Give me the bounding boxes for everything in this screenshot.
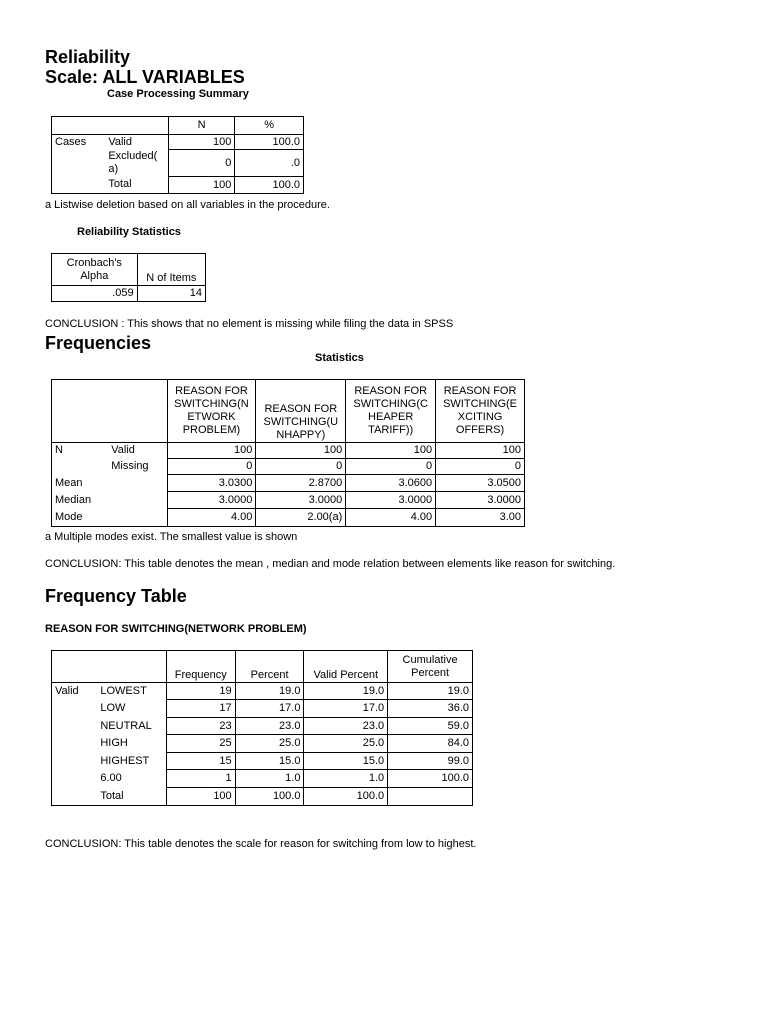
table-row: Mean 3.0300 2.8700 3.0600 3.0500 [52,475,525,492]
table-row: HIGH 25 25.0 25.0 84.0 [52,735,473,753]
case-summary-footnote: a Listwise deletion based on all variables in the procedure. [45,199,330,211]
table-row: Mode 4.00 2.00(a) 4.00 3.00 [52,509,525,527]
table-row: Median 3.0000 3.0000 3.0000 3.0000 [52,492,525,509]
valid-percent-header: Valid Percent [304,651,388,683]
table-row: LOW 17 17.0 17.0 36.0 [52,700,473,718]
frequencies-conclusion: CONCLUSION: This table denotes the mean , median and mode relation between elements like reason for switching. [45,558,616,570]
group-label: Cases [52,135,106,150]
col-n-header: N [168,117,235,135]
statistics-footnote: a Multiple modes exist. The smallest value is shown [45,531,298,543]
row-label: Total [105,177,168,194]
table-row: Excluded( a) 0 .0 [52,150,304,177]
table-row: Total 100 100.0 [52,177,304,194]
frequency-table-subtitle: REASON FOR SWITCHING(NETWORK PROBLEM) [45,623,307,635]
table-row: NEUTRAL 23 23.0 23.0 59.0 [52,718,473,735]
group-label: Valid [52,683,98,700]
table-row: Total 100 100.0 100.0 [52,788,473,806]
statistics-caption: Statistics [315,352,364,364]
reliability-stats-table [51,253,206,302]
cronbach-alpha-header: Cronbach's Alpha [52,254,138,286]
statistics-table [51,379,525,527]
percent-header: Percent [235,651,304,683]
reliability-conclusion: CONCLUSION : This shows that no element is missing while filing the data in SPSS [45,318,454,330]
frequency-table-title: Frequency Table [45,586,187,606]
row-label: Valid [105,135,168,150]
header-cheaper-tariff: REASON FOR SWITCHING(C HEAPER TARIFF)) [346,380,436,443]
table-row: Valid LOWEST 19 19.0 19.0 19.0 [52,683,473,700]
table-row: Missing 0 0 0 0 [52,459,525,475]
col-pct-header: % [235,117,304,135]
header-network-problem: REASON FOR SWITCHING(N ETWORK PROBLEM) [167,380,256,443]
table-row: HIGHEST 15 15.0 15.0 99.0 [52,753,473,770]
frequency-header: Frequency [166,651,235,683]
reliability-stats-caption: Reliability Statistics [77,226,181,238]
reliability-title: Reliability [45,47,131,67]
n-items-header: N of Items [137,254,205,286]
row-label: Excluded( a) [105,150,168,177]
frequencies-title: Frequencies [45,333,152,353]
scale-title: Scale: ALL VARIABLES [45,67,245,87]
alpha-value: .059 [52,286,138,302]
header-unhappy: REASON FOR SWITCHING(U NHAPPY) [256,380,346,443]
table-row [52,286,206,302]
table-row: N Valid 100 100 100 100 [52,443,525,459]
case-summary-caption: Case Processing Summary [107,88,249,100]
frequency-table [51,650,473,806]
items-value: 14 [137,286,205,302]
case-processing-table [51,116,304,194]
frequency-table-conclusion: CONCLUSION: This table denotes the scale for reason for switching from low to highest. [45,838,477,850]
table-row: Cases Valid 100 100.0 [52,135,304,150]
header-exciting-offers: REASON FOR SWITCHING(E XCITING OFFERS) [436,380,525,443]
table-row: 6.00 1 1.0 1.0 100.0 [52,770,473,788]
cumulative-percent-header: Cumulative Percent [388,651,473,683]
